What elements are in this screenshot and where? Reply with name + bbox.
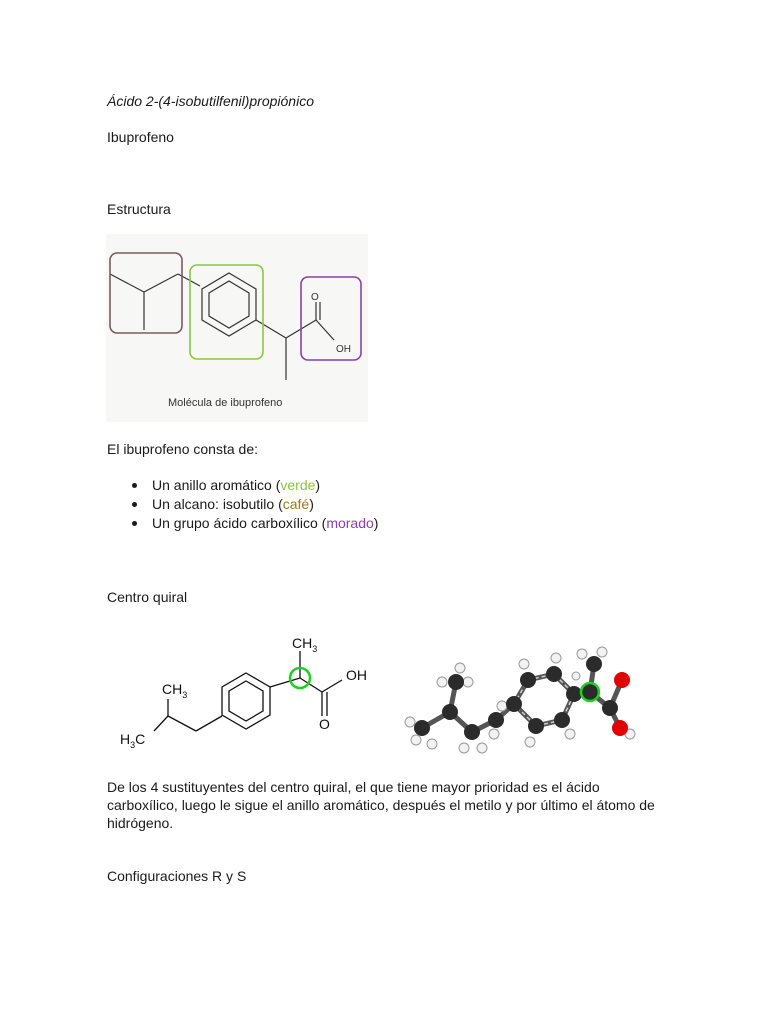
ch3-side-label: $CH_3$ <box>162 681 188 700</box>
carbon-atoms <box>414 656 618 740</box>
color-word-brown: café <box>282 496 310 512</box>
document-title: Ácido 2-(4-isobutilfenil)propiónico <box>107 93 314 109</box>
ch3-top-label: $CH_3$ <box>292 635 318 654</box>
ibuprofen-structure-image <box>106 234 368 422</box>
components-list <box>107 476 378 533</box>
oxygen-label: O <box>319 716 330 732</box>
configurations-heading: Configuraciones R y S <box>107 868 247 884</box>
composition-intro: El ibuprofeno consta de: <box>107 441 258 457</box>
ibuprofen-ball-and-stick-model <box>398 640 648 758</box>
chiral-center-heading: Centro quiral <box>107 589 188 605</box>
h3c-label: $H_3C$ <box>120 731 146 750</box>
chiral-center-skeletal-structure <box>112 628 384 756</box>
priority-paragraph: De los 4 sustituyentes del centro quiral, el que tiene mayor prioridad es el ácido carboxílico, luego le sigue el anillo aromático, después el metilo y por último el átomo de hidrógeno. <box>107 779 655 831</box>
color-word-purple: morado <box>326 515 374 531</box>
list-item: Un alcano: isobutilo (café) <box>107 495 378 514</box>
color-word-green: verde <box>280 477 316 493</box>
structure-caption: Molécula de ibuprofeno <box>168 397 283 409</box>
list-item: Un anillo aromático (verde) <box>107 476 378 495</box>
structure-hydroxyl-label: OH <box>336 344 351 355</box>
structure-oxygen-label: O <box>311 292 319 303</box>
document-subtitle: Ibuprofeno <box>107 129 174 145</box>
list-item: Un grupo ácido carboxílico (morado) <box>107 514 378 533</box>
structure-heading: Estructura <box>107 201 171 217</box>
oh-label: OH <box>346 667 367 683</box>
